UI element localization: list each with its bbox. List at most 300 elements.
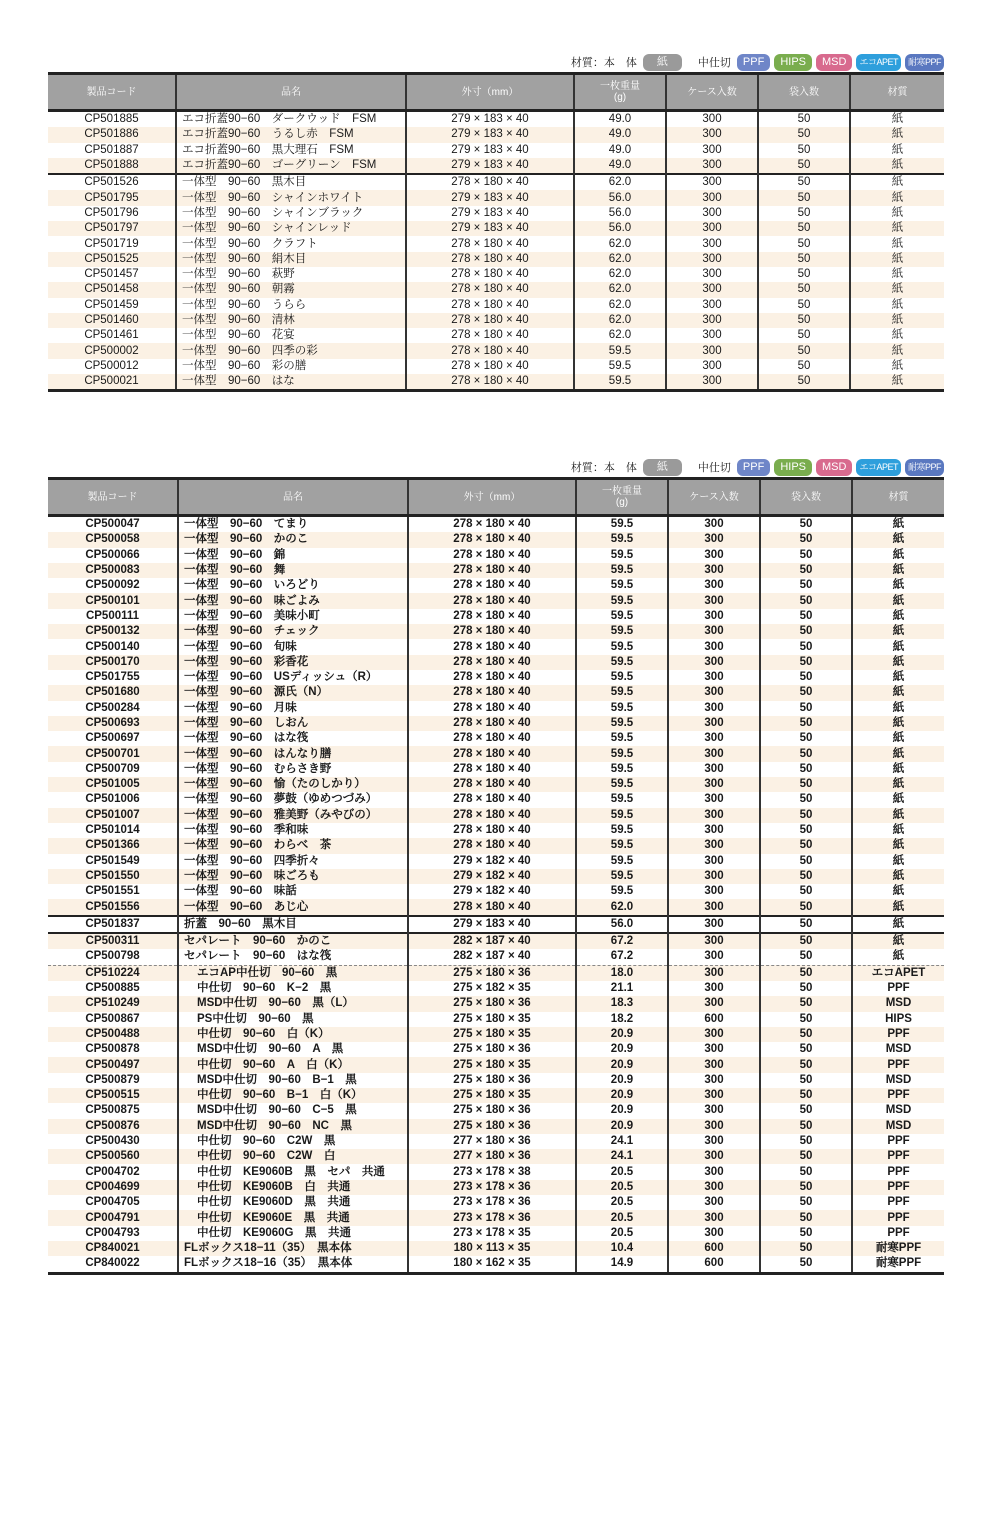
cell-product-name: エコ折蓋90−60 ゴーグリーン FSM bbox=[176, 158, 406, 174]
cell-product-name: 一体型 90−60 いろどり bbox=[178, 578, 408, 593]
cell-material: PPF bbox=[852, 1057, 944, 1072]
table-row bbox=[48, 578, 944, 593]
cell-material: 紙 bbox=[850, 267, 944, 282]
cell-weight: 21.1 bbox=[576, 981, 668, 996]
cell-weight: 59.5 bbox=[576, 731, 668, 746]
cell-product-code: CP840021 bbox=[48, 1241, 178, 1256]
cell-case-qty: 300 bbox=[668, 516, 760, 533]
cell-product-code: CP501885 bbox=[84, 113, 139, 126]
cell-product-name: 一体型 90−60 絹木目 bbox=[176, 252, 406, 267]
cell-weight: 49.0 bbox=[574, 127, 666, 142]
cell-bag-qty: 50 bbox=[760, 1088, 852, 1103]
cell-weight: 20.5 bbox=[576, 1195, 668, 1210]
cell-material: 紙 bbox=[852, 563, 944, 578]
cell-case-qty: 300 bbox=[666, 374, 758, 391]
table-row bbox=[48, 1073, 944, 1088]
table-row bbox=[48, 532, 944, 547]
cell-bag-qty: 50 bbox=[760, 981, 852, 996]
cell-product-name: 中仕切 90−60 C2W 黒 bbox=[178, 1134, 408, 1149]
cell-product-name: 一体型 90−60 しおん bbox=[178, 716, 408, 731]
cell-case-qty: 300 bbox=[668, 639, 760, 654]
cell-material: エコAPET bbox=[852, 965, 944, 981]
cell-case-qty: 600 bbox=[668, 1241, 760, 1256]
cell-bag-qty: 50 bbox=[760, 624, 852, 639]
cell-case-qty: 300 bbox=[668, 624, 760, 639]
table-row bbox=[48, 716, 944, 731]
cell-product-name: 中仕切 KE9060E 黒 共通 bbox=[178, 1210, 408, 1225]
cell-dimensions: 278 × 180 × 40 bbox=[408, 548, 576, 563]
cell-product-code: CP500430 bbox=[85, 1135, 140, 1148]
product-table-section-1 bbox=[48, 52, 944, 392]
cell-case-qty: 300 bbox=[668, 1103, 760, 1118]
cell-weight: 59.5 bbox=[576, 516, 668, 533]
header-weight: 一枚重量 (g) bbox=[576, 479, 668, 516]
cell-case-qty: 300 bbox=[668, 655, 760, 670]
cell-case-qty: 300 bbox=[668, 823, 760, 838]
cell-dimensions: 275 × 180 × 35 bbox=[408, 1057, 576, 1072]
table-row bbox=[48, 1164, 944, 1179]
header-dimensions: 外寸（mm） bbox=[408, 479, 576, 516]
cell-case-qty: 300 bbox=[668, 685, 760, 700]
cell-product-code: CP501796 bbox=[84, 206, 139, 219]
cell-dimensions: 279 × 182 × 40 bbox=[408, 854, 576, 869]
cell-product-code: CP500879 bbox=[85, 1073, 140, 1086]
cell-product-name: 一体型 90−60 花宴 bbox=[176, 328, 406, 343]
cell-bag-qty: 50 bbox=[758, 252, 850, 267]
cell-weight: 62.0 bbox=[574, 174, 666, 190]
cell-dimensions: 279 × 182 × 40 bbox=[408, 884, 576, 899]
cell-product-code: CP501007 bbox=[48, 808, 178, 823]
table-row bbox=[48, 1256, 944, 1273]
cell-product-name: 一体型 90−60 四季の彩 bbox=[176, 343, 406, 358]
cell-bag-qty: 50 bbox=[760, 578, 852, 593]
cell-material: 紙 bbox=[852, 548, 944, 563]
cell-material: 紙 bbox=[852, 838, 944, 853]
cell-product-code: CP501556 bbox=[48, 899, 178, 915]
cell-product-name: 一体型 90−60 夢鼓（ゆめつづみ） bbox=[178, 792, 408, 807]
cell-product-name: 一体型 90−60 シャインホワイト bbox=[176, 190, 406, 205]
cell-bag-qty: 50 bbox=[760, 1027, 852, 1042]
cell-dimensions: 278 × 180 × 40 bbox=[408, 808, 576, 823]
cell-weight: 20.9 bbox=[576, 1103, 668, 1118]
table-body bbox=[48, 111, 944, 391]
cell-dimensions: 278 × 180 × 40 bbox=[408, 578, 576, 593]
cell-material: MSD bbox=[852, 1073, 944, 1088]
cell-bag-qty: 50 bbox=[760, 593, 852, 608]
cell-material: PPF bbox=[852, 1134, 944, 1149]
cell-material: 紙 bbox=[850, 158, 944, 174]
cell-bag-qty: 50 bbox=[760, 1042, 852, 1057]
cell-bag-qty: 50 bbox=[760, 1073, 852, 1088]
table-row bbox=[48, 685, 944, 700]
cell-case-qty: 300 bbox=[668, 548, 760, 563]
table-row bbox=[48, 792, 944, 807]
cell-product-code: CP510224 bbox=[48, 965, 178, 981]
cell-dimensions: 278 × 180 × 40 bbox=[406, 313, 574, 328]
cell-material: 紙 bbox=[850, 190, 944, 205]
cell-case-qty: 300 bbox=[668, 701, 760, 716]
cell-material: 紙 bbox=[852, 869, 944, 884]
table-row bbox=[48, 343, 944, 358]
table-row bbox=[48, 965, 944, 981]
cell-case-qty: 300 bbox=[666, 298, 758, 313]
cell-material: PPF bbox=[852, 1210, 944, 1225]
cell-material: 耐寒PPF bbox=[852, 1256, 944, 1273]
cell-weight: 59.5 bbox=[574, 359, 666, 374]
cell-product-name: 一体型 90−60 朝霧 bbox=[176, 282, 406, 297]
cell-bag-qty: 50 bbox=[760, 899, 852, 915]
cell-weight: 24.1 bbox=[576, 1149, 668, 1164]
cell-case-qty: 300 bbox=[666, 328, 758, 343]
legend-badge-cold-resistant-ppf: 耐寒PPF bbox=[905, 54, 944, 71]
table-row bbox=[48, 236, 944, 251]
cell-product-name: 中仕切 90−60 A 白（K） bbox=[178, 1057, 408, 1072]
cell-dimensions: 278 × 180 × 40 bbox=[408, 746, 576, 761]
cell-material: 紙 bbox=[850, 111, 944, 128]
cell-product-name: 一体型 90−60 旬味 bbox=[178, 639, 408, 654]
cell-weight: 20.5 bbox=[576, 1164, 668, 1179]
cell-bag-qty: 50 bbox=[760, 639, 852, 654]
table-row bbox=[48, 823, 944, 838]
cell-bag-qty: 50 bbox=[760, 548, 852, 563]
header-bag-qty: 袋入数 bbox=[758, 74, 850, 111]
cell-bag-qty: 50 bbox=[758, 206, 850, 221]
table-row bbox=[48, 1180, 944, 1195]
table-row bbox=[48, 949, 944, 965]
cell-weight: 59.5 bbox=[576, 639, 668, 654]
cell-dimensions: 278 × 180 × 40 bbox=[408, 716, 576, 731]
table-row bbox=[48, 731, 944, 746]
table-body bbox=[48, 516, 944, 1274]
legend-badge-ppf: PPF bbox=[737, 54, 770, 71]
cell-material: 紙 bbox=[850, 282, 944, 297]
cell-bag-qty: 50 bbox=[758, 236, 850, 251]
cell-material: 紙 bbox=[850, 359, 944, 374]
cell-product-code: CP501549 bbox=[85, 854, 140, 867]
cell-material: PPF bbox=[852, 1180, 944, 1195]
cell-weight: 49.0 bbox=[574, 143, 666, 158]
cell-product-code: CP501461 bbox=[84, 329, 139, 342]
cell-product-code: CP500878 bbox=[85, 1043, 140, 1056]
cell-product-name: エコ折蓋90−60 黒大理石 FSM bbox=[176, 143, 406, 158]
table-row bbox=[48, 206, 944, 221]
cell-weight: 59.5 bbox=[576, 548, 668, 563]
cell-material: MSD bbox=[852, 996, 944, 1011]
cell-product-name: MSD中仕切 90−60 黒（L） bbox=[178, 996, 408, 1011]
legend-badge-eco-apet: エコAPET bbox=[856, 459, 901, 476]
cell-product-name: 一体型 90−60 味ごよみ bbox=[178, 593, 408, 608]
cell-material: 紙 bbox=[850, 174, 944, 190]
cell-product-code: CP501795 bbox=[48, 190, 176, 205]
cell-product-name: 中仕切 90−60 B−1 白（K） bbox=[178, 1088, 408, 1103]
cell-product-code: CP500311 bbox=[48, 933, 178, 949]
cell-weight: 62.0 bbox=[574, 298, 666, 313]
cell-product-code: CP500885 bbox=[85, 982, 140, 995]
cell-dimensions: 275 × 180 × 36 bbox=[408, 996, 576, 1011]
cell-dimensions: 278 × 180 × 40 bbox=[408, 731, 576, 746]
cell-product-code: CP500697 bbox=[85, 732, 140, 745]
cell-weight: 59.5 bbox=[576, 777, 668, 792]
cell-dimensions: 275 × 180 × 36 bbox=[408, 1103, 576, 1118]
cell-case-qty: 300 bbox=[666, 206, 758, 221]
header-case-qty: ケース入数 bbox=[668, 479, 760, 516]
cell-bag-qty: 50 bbox=[758, 282, 850, 297]
cell-material: 耐寒PPF bbox=[852, 1241, 944, 1256]
cell-product-name: セパレート 90−60 かのこ bbox=[178, 933, 408, 949]
cell-dimensions: 180 × 113 × 35 bbox=[408, 1241, 576, 1256]
cell-weight: 59.5 bbox=[576, 609, 668, 624]
cell-weight: 59.5 bbox=[576, 762, 668, 777]
cell-case-qty: 300 bbox=[668, 1073, 760, 1088]
cell-case-qty: 600 bbox=[668, 1012, 760, 1027]
cell-material: 紙 bbox=[852, 701, 944, 716]
cell-product-code: CP500488 bbox=[48, 1027, 178, 1042]
cell-product-name: PS中仕切 90−60 黒 bbox=[178, 1012, 408, 1027]
cell-dimensions: 277 × 180 × 36 bbox=[408, 1149, 576, 1164]
product-table-section-2 bbox=[48, 457, 944, 1275]
cell-product-name: 一体型 90−60 月味 bbox=[178, 701, 408, 716]
cell-bag-qty: 50 bbox=[760, 609, 852, 624]
cell-case-qty: 300 bbox=[668, 563, 760, 578]
cell-weight: 62.0 bbox=[574, 328, 666, 343]
cell-weight: 59.5 bbox=[576, 823, 668, 838]
cell-product-name: 一体型 90−60 雅美野（みやびの） bbox=[178, 808, 408, 823]
cell-case-qty: 300 bbox=[668, 1195, 760, 1210]
table-row bbox=[48, 1012, 944, 1027]
cell-dimensions: 275 × 180 × 35 bbox=[408, 1012, 576, 1027]
cell-weight: 59.5 bbox=[576, 655, 668, 670]
cell-weight: 67.2 bbox=[576, 933, 668, 949]
cell-bag-qty: 50 bbox=[758, 111, 850, 128]
cell-product-code: CP500132 bbox=[48, 624, 178, 639]
cell-case-qty: 300 bbox=[668, 746, 760, 761]
table-row bbox=[48, 359, 944, 374]
cell-material: PPF bbox=[852, 1088, 944, 1103]
cell-case-qty: 600 bbox=[668, 1256, 760, 1273]
cell-product-code: CP501014 bbox=[85, 824, 140, 837]
cell-bag-qty: 50 bbox=[760, 1012, 852, 1027]
cell-product-code: CP500140 bbox=[85, 640, 140, 653]
cell-product-code: CP004702 bbox=[85, 1165, 140, 1178]
cell-product-code: CP500709 bbox=[85, 762, 140, 775]
cell-product-code: CP501460 bbox=[48, 313, 176, 328]
cell-case-qty: 300 bbox=[668, 1134, 760, 1149]
cell-weight: 62.0 bbox=[574, 267, 666, 282]
cell-dimensions: 278 × 180 × 40 bbox=[408, 823, 576, 838]
cell-product-name: セパレート 90−60 はな筏 bbox=[178, 949, 408, 965]
cell-bag-qty: 50 bbox=[760, 838, 852, 853]
legend-badge-paper: 紙 bbox=[643, 459, 682, 476]
cell-weight: 59.5 bbox=[576, 563, 668, 578]
table-row bbox=[48, 1088, 944, 1103]
cell-material: 紙 bbox=[852, 949, 944, 965]
table-row bbox=[48, 143, 944, 158]
cell-bag-qty: 50 bbox=[760, 655, 852, 670]
cell-dimensions: 278 × 180 × 40 bbox=[406, 359, 574, 374]
cell-product-code: CP500101 bbox=[48, 593, 178, 608]
cell-material: MSD bbox=[852, 1119, 944, 1134]
cell-dimensions: 282 × 187 × 40 bbox=[408, 933, 576, 949]
cell-product-code: CP500876 bbox=[48, 1119, 178, 1134]
cell-weight: 59.5 bbox=[576, 884, 668, 899]
cell-bag-qty: 50 bbox=[760, 823, 852, 838]
cell-dimensions: 278 × 180 × 40 bbox=[408, 838, 576, 853]
header-case-qty: ケース入数 bbox=[666, 74, 758, 111]
cell-bag-qty: 50 bbox=[758, 190, 850, 205]
cell-product-code: CP501719 bbox=[84, 237, 139, 250]
cell-weight: 59.5 bbox=[576, 685, 668, 700]
table-row bbox=[48, 298, 944, 313]
cell-product-name: 中仕切 KE9060B 白 共通 bbox=[178, 1180, 408, 1195]
cell-product-name: 一体型 90−60 はな bbox=[176, 374, 406, 391]
cell-dimensions: 278 × 180 × 40 bbox=[406, 174, 574, 190]
cell-case-qty: 300 bbox=[668, 949, 760, 965]
cell-product-code: CP510249 bbox=[48, 996, 178, 1011]
cell-product-name: 一体型 90−60 シャインレッド bbox=[176, 221, 406, 236]
table-row bbox=[48, 884, 944, 899]
table-row bbox=[48, 1226, 944, 1241]
cell-material: 紙 bbox=[852, 685, 944, 700]
cell-case-qty: 300 bbox=[668, 731, 760, 746]
cell-dimensions: 275 × 180 × 36 bbox=[408, 1042, 576, 1057]
cell-product-code: CP500066 bbox=[85, 548, 140, 561]
table-row bbox=[48, 746, 944, 761]
cell-dimensions: 279 × 183 × 40 bbox=[406, 221, 574, 236]
cell-product-code: CP500012 bbox=[84, 359, 139, 372]
cell-bag-qty: 50 bbox=[758, 174, 850, 190]
cell-bag-qty: 50 bbox=[760, 1103, 852, 1118]
header-product-name: 品名 bbox=[178, 479, 408, 516]
cell-material: 紙 bbox=[852, 762, 944, 777]
cell-weight: 59.5 bbox=[576, 578, 668, 593]
cell-material: 紙 bbox=[852, 731, 944, 746]
cell-case-qty: 300 bbox=[666, 127, 758, 142]
cell-case-qty: 300 bbox=[666, 313, 758, 328]
cell-weight: 49.0 bbox=[574, 111, 666, 128]
cell-material: 紙 bbox=[852, 854, 944, 869]
table-row bbox=[48, 174, 944, 190]
cell-product-name: 一体型 90−60 わらべ 茶 bbox=[178, 838, 408, 853]
cell-weight: 59.5 bbox=[576, 532, 668, 547]
cell-bag-qty: 50 bbox=[760, 1164, 852, 1179]
cell-bag-qty: 50 bbox=[760, 516, 852, 533]
cell-product-code: CP501457 bbox=[84, 268, 139, 281]
cell-dimensions: 275 × 180 × 35 bbox=[408, 1027, 576, 1042]
table-row bbox=[48, 127, 944, 142]
product-table-1 bbox=[48, 72, 944, 392]
cell-case-qty: 300 bbox=[666, 221, 758, 236]
table-row bbox=[48, 1149, 944, 1164]
cell-dimensions: 279 × 183 × 40 bbox=[406, 111, 574, 128]
cell-material: 紙 bbox=[850, 313, 944, 328]
table-row bbox=[48, 1027, 944, 1042]
cell-product-name: 一体型 90−60 清林 bbox=[176, 313, 406, 328]
cell-case-qty: 300 bbox=[668, 884, 760, 899]
cell-material: 紙 bbox=[850, 252, 944, 267]
table-row bbox=[48, 624, 944, 639]
cell-weight: 59.5 bbox=[576, 716, 668, 731]
cell-case-qty: 300 bbox=[666, 267, 758, 282]
cell-product-code: CP500002 bbox=[48, 343, 176, 358]
legend-badge-cold-resistant-ppf: 耐寒PPF bbox=[905, 459, 944, 476]
cell-dimensions: 279 × 183 × 40 bbox=[406, 127, 574, 142]
cell-case-qty: 300 bbox=[666, 111, 758, 128]
cell-dimensions: 278 × 180 × 40 bbox=[408, 639, 576, 654]
cell-material: 紙 bbox=[852, 823, 944, 838]
table-row bbox=[48, 1241, 944, 1256]
cell-product-name: 折蓋 90−60 黒木目 bbox=[178, 916, 408, 933]
cell-case-qty: 300 bbox=[668, 716, 760, 731]
cell-product-name: 一体型 90−60 萩野 bbox=[176, 267, 406, 282]
cell-product-code: CP004705 bbox=[85, 1196, 140, 1209]
table-row bbox=[48, 762, 944, 777]
cell-product-name: MSD中仕切 90−60 NC 黒 bbox=[178, 1119, 408, 1134]
cell-dimensions: 279 × 183 × 40 bbox=[406, 143, 574, 158]
cell-case-qty: 300 bbox=[668, 609, 760, 624]
cell-weight: 20.9 bbox=[576, 1057, 668, 1072]
cell-product-code: CP500021 bbox=[48, 374, 176, 391]
cell-bag-qty: 50 bbox=[760, 670, 852, 685]
cell-material: 紙 bbox=[852, 593, 944, 608]
cell-case-qty: 300 bbox=[668, 1164, 760, 1179]
cell-dimensions: 278 × 180 × 40 bbox=[408, 655, 576, 670]
table-row bbox=[48, 854, 944, 869]
cell-product-name: エコAP中仕切 90−60 黒 bbox=[178, 965, 408, 981]
cell-material: 紙 bbox=[852, 639, 944, 654]
legend-divider-label: 中仕切 bbox=[697, 462, 731, 474]
cell-product-name: FLボックス18−11（35） 黒本体 bbox=[178, 1241, 408, 1256]
cell-product-name: 一体型 90−60 クラフト bbox=[176, 236, 406, 251]
cell-case-qty: 300 bbox=[668, 1226, 760, 1241]
cell-weight: 20.9 bbox=[576, 1088, 668, 1103]
cell-dimensions: 278 × 180 × 40 bbox=[408, 563, 576, 578]
cell-case-qty: 300 bbox=[668, 578, 760, 593]
cell-weight: 18.0 bbox=[576, 965, 668, 981]
cell-dimensions: 275 × 180 × 36 bbox=[408, 1073, 576, 1088]
cell-weight: 62.0 bbox=[574, 282, 666, 297]
cell-product-code: CP500693 bbox=[48, 716, 178, 731]
material-legend bbox=[48, 457, 944, 477]
cell-material: 紙 bbox=[852, 884, 944, 899]
cell-material: PPF bbox=[852, 1027, 944, 1042]
legend-badge-hips: HIPS bbox=[774, 54, 812, 71]
cell-dimensions: 273 × 178 × 35 bbox=[408, 1226, 576, 1241]
header-material: 材質 bbox=[850, 74, 944, 111]
cell-product-code: CP501458 bbox=[48, 282, 176, 297]
cell-material: 紙 bbox=[852, 808, 944, 823]
header-product-code: 製品コード bbox=[48, 479, 178, 516]
cell-bag-qty: 50 bbox=[760, 1210, 852, 1225]
cell-case-qty: 300 bbox=[666, 343, 758, 358]
cell-case-qty: 300 bbox=[666, 236, 758, 251]
cell-case-qty: 300 bbox=[668, 1088, 760, 1103]
table-row bbox=[48, 916, 944, 933]
cell-weight: 24.1 bbox=[576, 1134, 668, 1149]
table-row bbox=[48, 1042, 944, 1057]
cell-product-code: CP500058 bbox=[48, 532, 178, 547]
legend-badge-eco-apet: エコAPET bbox=[856, 54, 901, 71]
cell-product-name: 一体型 90−60 錦 bbox=[178, 548, 408, 563]
cell-dimensions: 273 × 178 × 36 bbox=[408, 1210, 576, 1225]
cell-product-code: CP501550 bbox=[48, 869, 178, 884]
cell-case-qty: 300 bbox=[668, 1210, 760, 1225]
cell-dimensions: 278 × 180 × 40 bbox=[408, 777, 576, 792]
cell-material: 紙 bbox=[850, 236, 944, 251]
cell-product-code: CP501886 bbox=[48, 127, 176, 142]
cell-bag-qty: 50 bbox=[760, 916, 852, 933]
cell-dimensions: 278 × 180 × 40 bbox=[408, 532, 576, 547]
cell-dimensions: 278 × 180 × 40 bbox=[408, 516, 576, 533]
